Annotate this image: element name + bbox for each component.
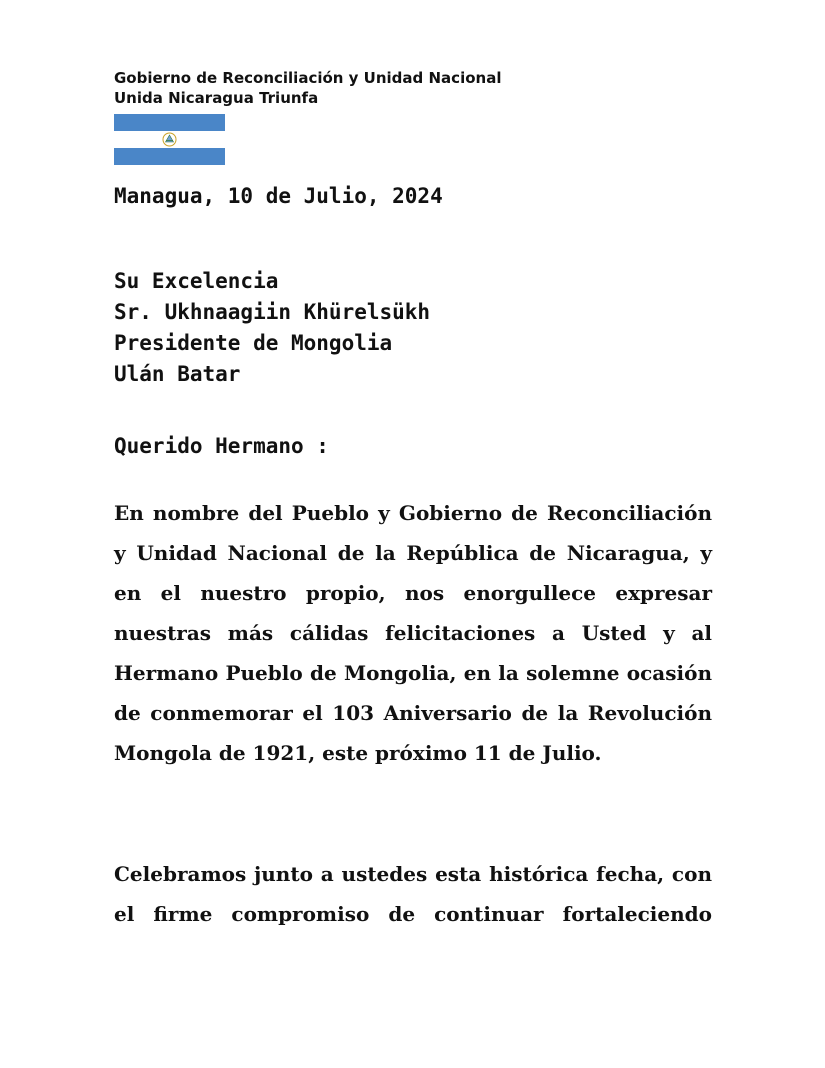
nicaragua-coat-of-arms-icon [161, 131, 178, 148]
addressee-city: Ulán Batar [114, 362, 241, 386]
letterhead-slogan: Unida Nicaragua Triunfa [114, 89, 319, 107]
letterhead-government-name: Gobierno de Reconciliación y Unidad Nacional [114, 69, 502, 87]
letter-paragraph-2: Celebramos junto a ustedes esta histórica fecha, con el firme compromiso de continuar fortaleciendo [114, 862, 712, 926]
flag-top-stripe [114, 114, 225, 131]
flag-bottom-stripe [114, 148, 225, 165]
addressee-honorific: Su Excelencia [114, 269, 279, 293]
salutation: Querido Hermano : [114, 434, 329, 458]
addressee-title: Presidente de Mongolia [114, 331, 393, 355]
letterhead [114, 68, 501, 108]
nicaragua-flag [114, 114, 225, 165]
letter-date: Managua, 10 de Julio, 2024 [114, 184, 443, 208]
addressee-name: Sr. Ukhnaagiin Khürelsükh [114, 300, 431, 324]
addressee-block [114, 266, 430, 390]
letter-paragraph-1: En nombre del Pueblo y Gobierno de Reconciliación y Unidad Nacional de la República de Nicaragua, y en el nuestro propio, nos enorgullece expresar nuestras más cálidas felicitaciones a Usted y al Hermano Pueblo de Mongolia, en la solemne ocasión de conmemorar el 103 Aniversario de la Revolución Mongola de 1921, este próximo 11 de Julio. [114, 501, 712, 765]
